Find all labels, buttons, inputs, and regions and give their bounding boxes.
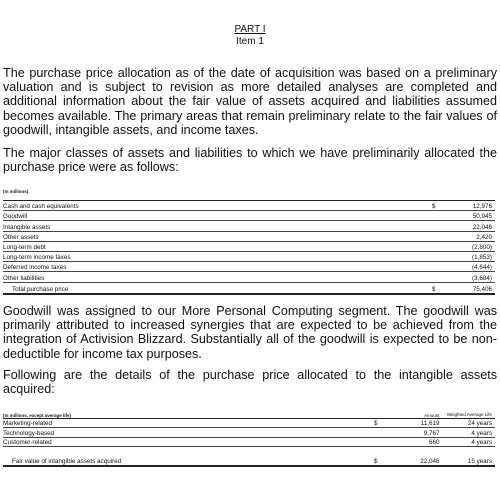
currency-symbol — [432, 241, 452, 251]
allocation-row — [3, 221, 495, 231]
intangible-row-label: Marketing-related — [3, 419, 374, 428]
paragraph-preliminary-valuation: The purchase price allocation as of the date of acquisition was based on a preliminary valuation and is subject to revision as more detailed analyses are completed and additional information about the fair value of assets acquired and liabilities assumed becomes available. The primary areas that remain preliminary relate to the fair values of goodwill, intangible assets, and income taxes. — [3, 66, 497, 137]
allocation-row — [3, 241, 495, 251]
currency-symbol — [432, 251, 452, 261]
allocation-row-value: (4,644) — [452, 262, 495, 272]
intangible-row-amount: 11,619 — [401, 419, 440, 428]
item-label: Item 1 — [236, 36, 264, 47]
allocation-row-value: 12,976 — [452, 201, 495, 211]
amount-header: Amount — [401, 408, 440, 419]
intangible-total-row — [3, 447, 495, 467]
paragraph-intangibles-intro: Following are the details of the purchase price allocated to the intangible assets acquired: — [3, 368, 497, 397]
allocation-row-label: Deferred income taxes — [3, 262, 432, 272]
life-header: Weighted Average Life — [440, 408, 495, 419]
allocation-total-label: Total purchase price — [3, 282, 432, 294]
currency-symbol — [432, 231, 452, 241]
intangible-row — [3, 428, 495, 437]
allocation-row-label: Long-term income taxes — [3, 251, 432, 261]
allocation-row — [3, 251, 495, 261]
allocation-row-value: 2,420 — [452, 231, 495, 241]
allocation-row-label: Cash and cash equivalents — [3, 201, 432, 211]
allocation-row-value: (3,684) — [452, 272, 495, 282]
intangible-total-amount: 22,046 — [401, 447, 440, 467]
intangible-row — [3, 419, 495, 428]
currency-symbol — [432, 221, 452, 231]
intangible-row-amount: 660 — [401, 437, 440, 446]
intangible-row-label: Technology-based — [3, 428, 374, 437]
intangible-total-life: 15 years — [440, 447, 495, 467]
allocation-row-value: 50,945 — [452, 211, 495, 221]
intangibles-units-label: (In millions, except average life) — [3, 408, 374, 419]
allocation-row-label: Goodwill — [3, 211, 432, 221]
allocation-total-value: 75,406 — [452, 282, 495, 294]
allocation-row-value: (2,800) — [452, 241, 495, 251]
part-label: PART I — [234, 24, 266, 35]
currency-symbol — [432, 272, 452, 282]
intangible-row-life: 4 years — [440, 437, 495, 446]
currency-symbol — [432, 262, 452, 272]
allocation-total-row — [3, 282, 495, 294]
intangible-row-life: 24 years — [440, 419, 495, 428]
allocation-row — [3, 211, 495, 221]
allocation-row — [3, 272, 495, 282]
allocation-row-value: 22,046 — [452, 221, 495, 231]
page-header — [0, 24, 500, 48]
intangible-row — [3, 437, 495, 446]
allocation-row-value: (1,853) — [452, 251, 495, 261]
intangibles-table — [3, 408, 495, 467]
intangibles-header-row — [3, 408, 495, 419]
allocation-row-label: Long-term debt — [3, 241, 432, 251]
intangible-row-amount: 9,767 — [401, 428, 440, 437]
allocation-row-label: Other liabilities — [3, 272, 432, 282]
currency-symbol: $ — [432, 201, 452, 211]
intangible-row-life: 4 years — [440, 428, 495, 437]
allocation-row-label: Intangible assets — [3, 221, 432, 231]
currency-symbol: $ — [374, 419, 401, 428]
allocation-units-label: (In millions) — [3, 189, 29, 194]
allocation-row — [3, 262, 495, 272]
currency-symbol — [374, 437, 401, 446]
currency-symbol: $ — [374, 447, 401, 467]
currency-symbol — [432, 211, 452, 221]
allocation-table — [3, 200, 495, 295]
currency-symbol: $ — [432, 282, 452, 294]
allocation-row — [3, 201, 495, 211]
paragraph-goodwill: Goodwill was assigned to our More Personal Computing segment. The goodwill was primarily attributed to increased synergies that are expected to be achieved from the integration of Activision Blizzard. Substantially all of the goodwill is expected to be non-deductible for income tax purposes. — [3, 304, 497, 361]
allocation-row-label: Other assets — [3, 231, 432, 241]
allocation-row — [3, 231, 495, 241]
currency-symbol — [374, 428, 401, 437]
intangible-total-label: Fair value of intangible assets acquired — [3, 447, 374, 467]
paragraph-major-classes: The major classes of assets and liabilities to which we have preliminarily allocated the purchase price were as follows: — [3, 146, 497, 175]
intangible-row-label: Customer-related — [3, 437, 374, 446]
